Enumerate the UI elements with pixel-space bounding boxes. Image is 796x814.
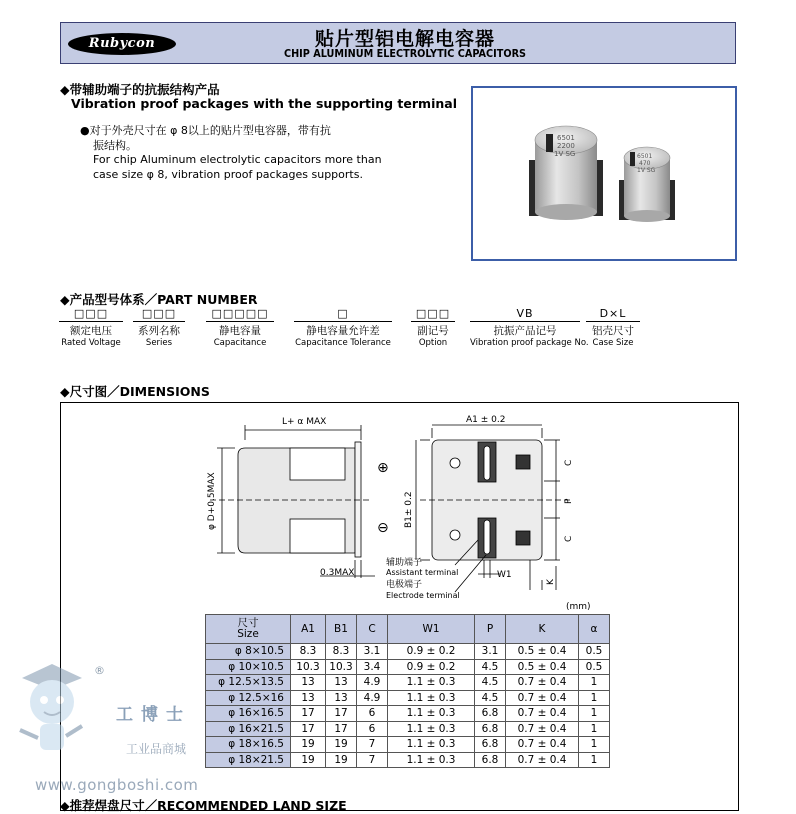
dim-03max: 0.3MAX bbox=[320, 568, 355, 578]
assistant-terminal-en: Assistant terminal bbox=[386, 568, 459, 577]
table-cell: 19 bbox=[291, 737, 326, 753]
table-cell: 19 bbox=[326, 737, 357, 753]
table-cell: 0.7 ± 0.4 bbox=[506, 675, 579, 691]
col-header: W1 bbox=[388, 615, 475, 644]
pn-label-en: Capacitance bbox=[213, 338, 267, 348]
table-row bbox=[206, 690, 610, 706]
table-cell: 0.5 bbox=[579, 644, 610, 660]
pn-code: □ bbox=[294, 307, 392, 322]
table-cell: 0.5 ± 0.4 bbox=[506, 659, 579, 675]
pn-label-cn: 抗振产品记号 bbox=[493, 325, 557, 337]
table-cell: 1.1 ± 0.3 bbox=[388, 675, 475, 691]
cap-small-line-2: 470 bbox=[639, 160, 651, 167]
intro-bullet-en-2: case size φ 8, vibration proof packages supports. bbox=[93, 168, 363, 181]
table-cell: 4.5 bbox=[475, 690, 506, 706]
pn-label-cn: 额定电压 bbox=[70, 325, 112, 337]
table-row bbox=[206, 644, 610, 660]
cap-large-line-1: 6501 bbox=[557, 134, 575, 142]
table-cell: 6 bbox=[357, 706, 388, 722]
table-cell: 8.3 bbox=[326, 644, 357, 660]
table-cell: 0.7 ± 0.4 bbox=[506, 690, 579, 706]
intro-bullet-cn-1: ●对于外壳尺寸在 φ 8以上的贴片型电容器，带有抗 bbox=[80, 124, 331, 137]
table-cell: 10.3 bbox=[291, 659, 326, 675]
size-cell: φ 16×16.5 bbox=[206, 706, 291, 722]
intro-bullet-en-1: For chip Aluminum electrolytic capacitors more than bbox=[93, 153, 382, 166]
table-cell: 19 bbox=[326, 752, 357, 768]
intro-heading-cn: ◆带辅助端子的抗振结构产品 bbox=[60, 82, 220, 97]
page-title-en: CHIP ALUMINUM ELECTROLYTIC CAPACITORS bbox=[283, 47, 527, 60]
table-cell: 3.4 bbox=[357, 659, 388, 675]
pn-code: □□□□□ bbox=[206, 307, 274, 322]
table-row bbox=[206, 721, 610, 737]
pn-label-en: Option bbox=[418, 338, 448, 348]
table-cell: 6.8 bbox=[475, 706, 506, 722]
table-cell: 1 bbox=[579, 737, 610, 753]
registered-mark: ® bbox=[94, 664, 105, 677]
plus-terminal-icon: ⊕ bbox=[377, 460, 389, 476]
table-cell: 0.7 ± 0.4 bbox=[506, 706, 579, 722]
table-cell: 0.9 ± 0.2 bbox=[388, 659, 475, 675]
dim-l-alpha-max: L+ α MAX bbox=[282, 417, 327, 427]
dim-a1-label: A1 ± 0.2 bbox=[466, 415, 506, 425]
table-header-row bbox=[206, 615, 610, 644]
table-cell: 1 bbox=[579, 675, 610, 691]
electrode-terminal-en: Electrode terminal bbox=[386, 591, 460, 600]
pn-label-cn: 静电容量允许差 bbox=[306, 325, 380, 337]
table-cell: 0.9 ± 0.2 bbox=[388, 644, 475, 660]
cap-large-line-3: 1V SG bbox=[554, 150, 576, 158]
size-cell: φ 12.5×13.5 bbox=[206, 675, 291, 691]
table-cell: 13 bbox=[291, 690, 326, 706]
table-cell: 3.1 bbox=[357, 644, 388, 660]
table-cell: 17 bbox=[326, 721, 357, 737]
table-cell: 17 bbox=[326, 706, 357, 722]
pn-label-en: Case Size bbox=[592, 338, 634, 348]
table-cell: 4.9 bbox=[357, 675, 388, 691]
page-title-cn: 贴片型铝电解电容器 bbox=[314, 28, 495, 50]
pn-code: VB bbox=[470, 307, 580, 322]
table-cell: 17 bbox=[291, 721, 326, 737]
table-cell: 6.8 bbox=[475, 737, 506, 753]
size-header bbox=[206, 615, 291, 644]
table-cell: 13 bbox=[291, 675, 326, 691]
table-cell: 6 bbox=[357, 721, 388, 737]
table-cell: 13 bbox=[326, 675, 357, 691]
table-cell: 4.5 bbox=[475, 675, 506, 691]
table-cell: 1 bbox=[579, 690, 610, 706]
pn-label-cn: 副记号 bbox=[417, 325, 449, 337]
table-cell: 19 bbox=[291, 752, 326, 768]
col-header: A1 bbox=[291, 615, 326, 644]
table-cell: 10.3 bbox=[326, 659, 357, 675]
pn-label-en: Rated Voltage bbox=[61, 338, 121, 348]
dimensions-heading: ◆尺寸图／DIMENSIONS bbox=[60, 384, 210, 399]
land-size-heading: ◆推荐焊盘尺寸／RECOMMENDED LAND SIZE bbox=[60, 798, 347, 813]
size-cell: φ 16×21.5 bbox=[206, 721, 291, 737]
size-cell: φ 12.5×16 bbox=[206, 690, 291, 706]
table-cell: 17 bbox=[291, 706, 326, 722]
table-cell: 3.1 bbox=[475, 644, 506, 660]
cap-small-line-3: 1V SG bbox=[637, 167, 656, 174]
size-cell: φ 8×10.5 bbox=[206, 644, 291, 660]
pn-code: □□□ bbox=[411, 307, 455, 322]
size-header-en: Size bbox=[237, 628, 259, 640]
table-cell: 6.8 bbox=[475, 721, 506, 737]
watermark-sub: 工业品商城 bbox=[126, 742, 187, 756]
mascot-watermark-icon bbox=[10, 660, 90, 770]
table-cell: 7 bbox=[357, 737, 388, 753]
table-row bbox=[206, 659, 610, 675]
table-cell: 0.7 ± 0.4 bbox=[506, 737, 579, 753]
table-cell: 1 bbox=[579, 721, 610, 737]
table-cell: 13 bbox=[326, 690, 357, 706]
table-row bbox=[206, 675, 610, 691]
table-cell: 1.1 ± 0.3 bbox=[388, 690, 475, 706]
table-cell: 1.1 ± 0.3 bbox=[388, 706, 475, 722]
table-cell: 6.8 bbox=[475, 752, 506, 768]
col-header: C bbox=[357, 615, 388, 644]
table-row bbox=[206, 752, 610, 768]
pn-label-cn: 铝壳尺寸 bbox=[592, 325, 634, 337]
watermark-brand: 工博士 bbox=[116, 705, 191, 725]
pn-code: □□□ bbox=[133, 307, 185, 322]
dim-p-label: P bbox=[564, 498, 574, 504]
intro-bullet-cn-2: 振结构。 bbox=[93, 139, 137, 152]
col-header: P bbox=[475, 615, 506, 644]
pn-code: D×L bbox=[586, 307, 640, 322]
table-row bbox=[206, 737, 610, 753]
size-header-cn: 尺寸 bbox=[237, 617, 259, 629]
table-cell: 0.5 bbox=[579, 659, 610, 675]
dimensions-table bbox=[205, 614, 610, 768]
table-cell: 0.7 ± 0.4 bbox=[506, 721, 579, 737]
intro-heading-en: Vibration proof packages with the supporting terminal bbox=[71, 96, 457, 111]
table-cell: 0.7 ± 0.4 bbox=[506, 752, 579, 768]
size-cell: φ 18×16.5 bbox=[206, 737, 291, 753]
cap-small-line-1: 6501 bbox=[637, 153, 653, 160]
col-header: α bbox=[579, 615, 610, 644]
dim-w1-label: W1 bbox=[497, 570, 512, 580]
watermark-url: www.gongboshi.com bbox=[35, 776, 199, 794]
pn-label-en: Vibration proof package No. bbox=[470, 338, 589, 348]
size-cell: φ 18×21.5 bbox=[206, 752, 291, 768]
part-number-heading: ◆产品型号体系／PART NUMBER bbox=[60, 292, 258, 307]
unit-label: (mm) bbox=[566, 602, 591, 612]
pn-label-cn: 静电容量 bbox=[219, 325, 261, 337]
dim-d-label: φ D+0.5MAX bbox=[207, 472, 217, 530]
electrode-terminal-cn: 电极端子 bbox=[386, 580, 423, 590]
size-cell: φ 10×10.5 bbox=[206, 659, 291, 675]
pn-code: □□□ bbox=[59, 307, 123, 322]
col-header: K bbox=[506, 615, 579, 644]
pn-label-en: Series bbox=[145, 338, 173, 348]
assistant-terminal-cn: 辅助端子 bbox=[386, 558, 423, 568]
col-header: B1 bbox=[326, 615, 357, 644]
table-cell: 1.1 ± 0.3 bbox=[388, 721, 475, 737]
pn-label-en: Capacitance Tolerance bbox=[295, 338, 391, 348]
table-cell: 8.3 bbox=[291, 644, 326, 660]
table-cell: 7 bbox=[357, 752, 388, 768]
table-cell: 4.9 bbox=[357, 690, 388, 706]
rubycon-logo: Rubycon bbox=[68, 33, 176, 55]
dim-k-label: K bbox=[546, 579, 556, 585]
table-cell: 1.1 ± 0.3 bbox=[388, 752, 475, 768]
table-row bbox=[206, 706, 610, 722]
dim-b1-label: B1± 0.2 bbox=[404, 491, 414, 528]
table-cell: 1 bbox=[579, 752, 610, 768]
minus-terminal-icon: ⊖ bbox=[377, 520, 389, 536]
table-cell: 1 bbox=[579, 706, 610, 722]
cap-large-line-2: 2200 bbox=[557, 142, 575, 150]
dim-c-lower: C bbox=[564, 535, 574, 542]
pn-label-cn: 系列名称 bbox=[138, 325, 180, 337]
dim-c-upper: C bbox=[564, 459, 574, 466]
table-cell: 1.1 ± 0.3 bbox=[388, 737, 475, 753]
table-cell: 4.5 bbox=[475, 659, 506, 675]
table-cell: 0.5 ± 0.4 bbox=[506, 644, 579, 660]
